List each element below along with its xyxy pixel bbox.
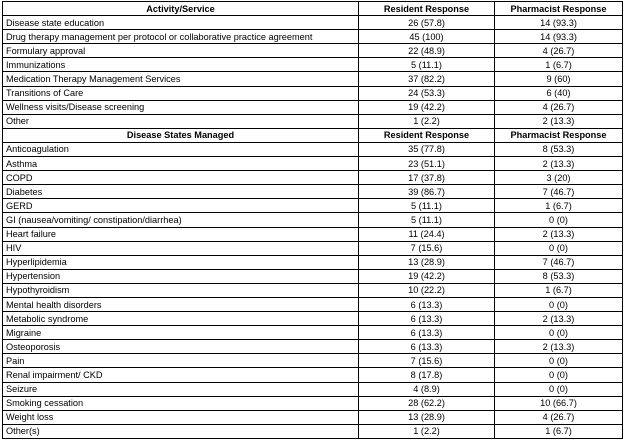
table-row	[3, 30, 623, 44]
table-row	[3, 297, 623, 311]
resident-response-header: Resident Response	[359, 128, 495, 142]
pharmacist-response-cell: 2 (13.3)	[495, 312, 623, 326]
pharmacist-response-cell: 14 (93.3)	[495, 16, 623, 30]
resident-response-cell: 22 (48.9)	[359, 44, 495, 58]
survey-results-table	[2, 1, 623, 439]
pharmacist-response-cell: 1 (6.7)	[495, 58, 623, 72]
resident-response-cell: 24 (53.3)	[359, 86, 495, 100]
pharmacist-response-cell: 2 (13.3)	[495, 227, 623, 241]
pharmacist-response-cell: 4 (26.7)	[495, 44, 623, 58]
resident-response-cell: 13 (28.9)	[359, 410, 495, 424]
pharmacist-response-cell: 10 (66.7)	[495, 396, 623, 410]
table-row	[3, 368, 623, 382]
row-label: Other(s)	[3, 424, 359, 438]
row-label: Hyperlipidemia	[3, 255, 359, 269]
resident-response-cell: 26 (57.8)	[359, 16, 495, 30]
resident-response-cell: 7 (15.6)	[359, 354, 495, 368]
pharmacist-response-header: Pharmacist Response	[495, 2, 623, 16]
table-row	[3, 16, 623, 30]
row-label: Other	[3, 114, 359, 128]
resident-response-cell: 1 (2.2)	[359, 424, 495, 438]
pharmacist-response-cell: 7 (46.7)	[495, 255, 623, 269]
pharmacist-response-cell: 8 (53.3)	[495, 269, 623, 283]
pharmacist-response-cell: 2 (13.3)	[495, 114, 623, 128]
resident-response-cell: 6 (13.3)	[359, 340, 495, 354]
pharmacist-response-cell: 0 (0)	[495, 326, 623, 340]
pharmacist-response-cell: 8 (53.3)	[495, 142, 623, 156]
table-row	[3, 185, 623, 199]
pharmacist-response-cell: 14 (93.3)	[495, 30, 623, 44]
resident-response-cell: 7 (15.6)	[359, 241, 495, 255]
resident-response-cell: 35 (77.8)	[359, 142, 495, 156]
row-label: COPD	[3, 171, 359, 185]
row-label: Medication Therapy Management Services	[3, 72, 359, 86]
table-row	[3, 100, 623, 114]
resident-response-cell: 19 (42.2)	[359, 100, 495, 114]
resident-response-cell: 10 (22.2)	[359, 283, 495, 297]
row-label: Hypothyroidism	[3, 283, 359, 297]
pharmacist-response-cell: 1 (6.7)	[495, 283, 623, 297]
pharmacist-response-cell: 0 (0)	[495, 368, 623, 382]
pharmacist-response-header: Pharmacist Response	[495, 128, 623, 142]
pharmacist-response-cell: 2 (13.3)	[495, 340, 623, 354]
table-row	[3, 269, 623, 283]
table-row	[3, 283, 623, 297]
resident-response-cell: 6 (13.3)	[359, 326, 495, 340]
pharmacist-response-cell: 0 (0)	[495, 354, 623, 368]
pharmacist-response-cell: 2 (13.3)	[495, 157, 623, 171]
table-row	[3, 410, 623, 424]
disease-states-header: Disease States Managed	[3, 128, 359, 142]
resident-response-header: Resident Response	[359, 2, 495, 16]
pharmacist-response-cell: 7 (46.7)	[495, 185, 623, 199]
table-row	[3, 44, 623, 58]
table-row	[3, 72, 623, 86]
disease-states-header-group	[3, 128, 623, 142]
row-label: Seizure	[3, 382, 359, 396]
table-row	[3, 199, 623, 213]
row-label: Osteoporosis	[3, 340, 359, 354]
resident-response-cell: 6 (13.3)	[359, 312, 495, 326]
row-label: Anticoagulation	[3, 142, 359, 156]
row-label: Diabetes	[3, 185, 359, 199]
activity-service-header: Activity/Service	[3, 2, 359, 16]
table-row	[3, 171, 623, 185]
resident-response-cell: 11 (24.4)	[359, 227, 495, 241]
row-label: Hypertension	[3, 269, 359, 283]
resident-response-cell: 19 (42.2)	[359, 269, 495, 283]
row-label: Disease state education	[3, 16, 359, 30]
row-label: GI (nausea/vomiting/ constipation/diarrhea)	[3, 213, 359, 227]
pharmacist-response-cell: 1 (6.7)	[495, 199, 623, 213]
pharmacist-response-cell: 1 (6.7)	[495, 424, 623, 438]
row-label: Asthma	[3, 157, 359, 171]
table-row	[3, 142, 623, 156]
activity-service-rows	[3, 16, 623, 129]
resident-response-cell: 6 (13.3)	[359, 297, 495, 311]
pharmacist-response-cell: 0 (0)	[495, 382, 623, 396]
table-row	[3, 255, 623, 269]
row-label: Smoking cessation	[3, 396, 359, 410]
pharmacist-response-cell: 0 (0)	[495, 297, 623, 311]
resident-response-cell: 45 (100)	[359, 30, 495, 44]
table-row	[3, 227, 623, 241]
resident-response-cell: 28 (62.2)	[359, 396, 495, 410]
pharmacist-response-cell: 0 (0)	[495, 241, 623, 255]
table-row	[3, 241, 623, 255]
resident-response-cell: 5 (11.1)	[359, 213, 495, 227]
table-row	[3, 326, 623, 340]
table-row	[3, 114, 623, 128]
pharmacist-response-cell: 0 (0)	[495, 213, 623, 227]
pharmacist-response-cell: 4 (26.7)	[495, 100, 623, 114]
table-row	[3, 312, 623, 326]
table-row	[3, 340, 623, 354]
row-label: Migraine	[3, 326, 359, 340]
row-label: Transitions of Care	[3, 86, 359, 100]
row-label: Mental health disorders	[3, 297, 359, 311]
resident-response-cell: 5 (11.1)	[359, 58, 495, 72]
pharmacist-response-cell: 3 (20)	[495, 171, 623, 185]
pharmacist-response-cell: 6 (40)	[495, 86, 623, 100]
resident-response-cell: 37 (82.2)	[359, 72, 495, 86]
table-row	[3, 213, 623, 227]
section-header-row	[3, 128, 623, 142]
resident-response-cell: 13 (28.9)	[359, 255, 495, 269]
section-header-row	[3, 2, 623, 16]
disease-states-rows	[3, 142, 623, 438]
pharmacist-response-cell: 9 (60)	[495, 72, 623, 86]
resident-response-cell: 23 (51.1)	[359, 157, 495, 171]
resident-response-cell: 8 (17.8)	[359, 368, 495, 382]
row-label: Metabolic syndrome	[3, 312, 359, 326]
row-label: Weight loss	[3, 410, 359, 424]
resident-response-cell: 17 (37.8)	[359, 171, 495, 185]
table-row	[3, 382, 623, 396]
table-row	[3, 354, 623, 368]
table-row	[3, 58, 623, 72]
row-label: Renal impairment/ CKD	[3, 368, 359, 382]
pharmacist-response-cell: 4 (26.7)	[495, 410, 623, 424]
table-row	[3, 157, 623, 171]
row-label: HIV	[3, 241, 359, 255]
resident-response-cell: 4 (8.9)	[359, 382, 495, 396]
row-label: GERD	[3, 199, 359, 213]
row-label: Drug therapy management per protocol or collaborative practice agreement	[3, 30, 359, 44]
resident-response-cell: 5 (11.1)	[359, 199, 495, 213]
row-label: Formulary approval	[3, 44, 359, 58]
resident-response-cell: 1 (2.2)	[359, 114, 495, 128]
row-label: Immunizations	[3, 58, 359, 72]
table-row	[3, 424, 623, 438]
row-label: Heart failure	[3, 227, 359, 241]
table-row	[3, 396, 623, 410]
resident-response-cell: 39 (86.7)	[359, 185, 495, 199]
table-row	[3, 86, 623, 100]
row-label: Wellness visits/Disease screening	[3, 100, 359, 114]
row-label: Pain	[3, 354, 359, 368]
